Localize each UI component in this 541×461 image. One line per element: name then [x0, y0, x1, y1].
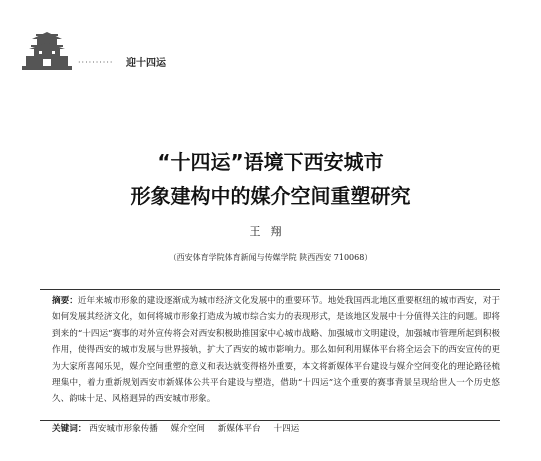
abstract-label: 摘要： — [52, 296, 78, 306]
article-title-line-2: 形象建构中的媒介空间重塑研究 — [130, 184, 411, 208]
journal-header — [22, 28, 192, 72]
keyword-item: 媒介空间 — [170, 424, 206, 434]
keywords-label: 关键词： — [52, 424, 87, 434]
keyword-item: 西安城市形象传播 — [89, 424, 158, 434]
keyword-item: 新媒体平台 — [217, 424, 261, 434]
abstract-text: 近年来城市形象的建设逐渐成为城市经济文化发展中的重要环节。地处我国西北地区重要枢纽的城市西安，对于如何发展其经济文化，如何将城市形象打造成为城市综合实力的表现形式，是该地区发展中十分值得关注的问题。即将到来的“十四运”赛事的对外宣传将会对西安积极助推国家中心城市战略、加强城市文明建设，加强城市管理所起到积极作用，使得西安的城市发展与世界接轨，扩大了西安的城市影响力。那么如何利用媒体平台将全运会下的西安宣传的更为大家所喜闻乐见，媒介空间重塑的意义和表达就变得格外重要，本文将新媒体平台建设与媒介空间变化的理论路径梳理集中，着力重新规划西安市新媒体公共平台建设与塑造，借助“十四运”这个重要的赛事背景呈现给世人一个历史悠久、韵味十足、风格迥异的西安城市形象。 — [52, 296, 500, 405]
header-dots: ·········· — [78, 58, 114, 67]
keywords — [52, 422, 309, 434]
author-name: 王翔 — [249, 225, 292, 238]
keyword-item: 十四运 — [273, 424, 300, 434]
article-title-line-1: “十四运”语境下西安城市 — [157, 150, 384, 174]
abstract — [40, 293, 500, 408]
city-wall-logo-icon — [22, 28, 72, 72]
section-label: 迎十四运 — [126, 58, 166, 69]
author-affiliation: （西安体育学院体育新闻与传媒学院 陕西西安 710068） — [168, 253, 373, 262]
